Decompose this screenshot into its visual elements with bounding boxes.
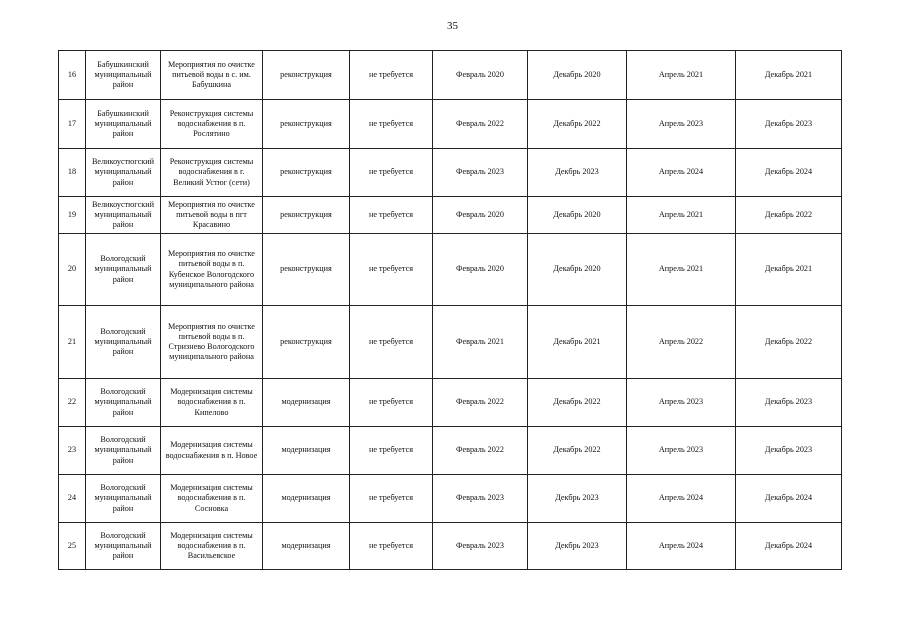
date-cell-col6: Декабрь 2020 bbox=[528, 197, 627, 234]
date-cell-col8: Декабрь 2023 bbox=[736, 379, 842, 427]
expertise-cell: не требуется bbox=[350, 475, 433, 523]
measure-cell: Реконструкция системы водоснабжения в г. Великий Устюг (сети) bbox=[161, 149, 263, 197]
table-row bbox=[59, 149, 842, 197]
district-cell: Вологодский муниципальный район bbox=[86, 234, 161, 306]
date-cell-col6: Декбрь 2023 bbox=[528, 523, 627, 570]
district-cell: Бабушкинский муниципальный район bbox=[86, 100, 161, 149]
expertise-cell: не требуется bbox=[350, 523, 433, 570]
table-row bbox=[59, 100, 842, 149]
table-row bbox=[59, 523, 842, 570]
measure-cell: Модернизация системы водоснабжения в п. Сосновка bbox=[161, 475, 263, 523]
table-row bbox=[59, 427, 842, 475]
date-cell-col5: Февраль 2021 bbox=[433, 306, 528, 379]
row-number: 25 bbox=[59, 523, 86, 570]
row-number: 18 bbox=[59, 149, 86, 197]
row-number: 20 bbox=[59, 234, 86, 306]
measure-cell: Модернизация системы водоснабжения в п. Новое bbox=[161, 427, 263, 475]
expertise-cell: не требуется bbox=[350, 234, 433, 306]
work-type-cell: модернизация bbox=[263, 379, 350, 427]
date-cell-col6: Декбрь 2023 bbox=[528, 475, 627, 523]
row-number: 17 bbox=[59, 100, 86, 149]
work-type-cell: реконструкция bbox=[263, 149, 350, 197]
date-cell-col5: Февраль 2020 bbox=[433, 197, 528, 234]
date-cell-col7: Апрель 2024 bbox=[627, 475, 736, 523]
date-cell-col5: Февраль 2023 bbox=[433, 149, 528, 197]
work-type-cell: реконструкция bbox=[263, 234, 350, 306]
date-cell-col5: Февраль 2020 bbox=[433, 51, 528, 100]
date-cell-col6: Декабрь 2022 bbox=[528, 100, 627, 149]
work-type-cell: реконструкция bbox=[263, 306, 350, 379]
date-cell-col5: Февраль 2022 bbox=[433, 379, 528, 427]
date-cell-col7: Апрель 2022 bbox=[627, 306, 736, 379]
date-cell-col7: Апрель 2023 bbox=[627, 379, 736, 427]
date-cell-col7: Апрель 2024 bbox=[627, 523, 736, 570]
expertise-cell: не требуется bbox=[350, 306, 433, 379]
date-cell-col6: Декабрь 2022 bbox=[528, 379, 627, 427]
date-cell-col5: Февраль 2022 bbox=[433, 427, 528, 475]
table-row bbox=[59, 51, 842, 100]
expertise-cell: не требуется bbox=[350, 379, 433, 427]
schedule-table bbox=[58, 50, 842, 570]
work-type-cell: реконструкция bbox=[263, 100, 350, 149]
expertise-cell: не требуется bbox=[350, 100, 433, 149]
measure-cell: Реконструкция системы водоснабжения в п. Рослятино bbox=[161, 100, 263, 149]
measure-cell: Мероприятия по очистке питьевой воды в п. Кубенское Вологодского муниципального района bbox=[161, 234, 263, 306]
date-cell-col8: Декабрь 2023 bbox=[736, 100, 842, 149]
date-cell-col8: Декабрь 2024 bbox=[736, 475, 842, 523]
date-cell-col6: Декабрь 2020 bbox=[528, 51, 627, 100]
date-cell-col7: Апрель 2021 bbox=[627, 51, 736, 100]
district-cell: Великоустюгский муниципальный район bbox=[86, 197, 161, 234]
date-cell-col8: Декабрь 2021 bbox=[736, 51, 842, 100]
date-cell-col6: Декабрь 2021 bbox=[528, 306, 627, 379]
expertise-cell: не требуется bbox=[350, 197, 433, 234]
row-number: 16 bbox=[59, 51, 86, 100]
date-cell-col6: Декабрь 2020 bbox=[528, 234, 627, 306]
table-body bbox=[59, 51, 842, 570]
expertise-cell: не требуется bbox=[350, 149, 433, 197]
date-cell-col5: Февраль 2022 bbox=[433, 100, 528, 149]
measure-cell: Модернизация системы водоснабжения в п. Васильевское bbox=[161, 523, 263, 570]
work-type-cell: модернизация bbox=[263, 523, 350, 570]
table-row bbox=[59, 197, 842, 234]
date-cell-col5: Февраль 2023 bbox=[433, 523, 528, 570]
date-cell-col5: Февраль 2023 bbox=[433, 475, 528, 523]
date-cell-col8: Декабрь 2024 bbox=[736, 523, 842, 570]
row-number: 19 bbox=[59, 197, 86, 234]
date-cell-col8: Декабрь 2024 bbox=[736, 149, 842, 197]
district-cell: Великоустюгский муниципальный район bbox=[86, 149, 161, 197]
work-type-cell: реконструкция bbox=[263, 197, 350, 234]
work-type-cell: модернизация bbox=[263, 475, 350, 523]
row-number: 22 bbox=[59, 379, 86, 427]
district-cell: Вологодский муниципальный район bbox=[86, 306, 161, 379]
date-cell-col5: Февраль 2020 bbox=[433, 234, 528, 306]
row-number: 21 bbox=[59, 306, 86, 379]
district-cell: Вологодский муниципальный район bbox=[86, 523, 161, 570]
district-cell: Вологодский муниципальный район bbox=[86, 475, 161, 523]
date-cell-col8: Декабрь 2023 bbox=[736, 427, 842, 475]
expertise-cell: не требуется bbox=[350, 51, 433, 100]
date-cell-col6: Декбрь 2023 bbox=[528, 149, 627, 197]
work-type-cell: модернизация bbox=[263, 427, 350, 475]
row-number: 23 bbox=[59, 427, 86, 475]
date-cell-col7: Апрель 2023 bbox=[627, 427, 736, 475]
measure-cell: Мероприятия по очистке питьевой воды в пгт Красавино bbox=[161, 197, 263, 234]
table-row bbox=[59, 306, 842, 379]
date-cell-col8: Декабрь 2021 bbox=[736, 234, 842, 306]
row-number: 24 bbox=[59, 475, 86, 523]
district-cell: Бабушкинский муниципальный район bbox=[86, 51, 161, 100]
measure-cell: Мероприятия по очистке питьевой воды в п. Стризнево Вологодского муниципального района bbox=[161, 306, 263, 379]
measure-cell: Модернизация системы водоснабжения в п. Кипелово bbox=[161, 379, 263, 427]
date-cell-col7: Апрель 2021 bbox=[627, 197, 736, 234]
district-cell: Вологодский муниципальный район bbox=[86, 427, 161, 475]
date-cell-col7: Апрель 2021 bbox=[627, 234, 736, 306]
district-cell: Вологодский муниципальный район bbox=[86, 379, 161, 427]
date-cell-col7: Апрель 2024 bbox=[627, 149, 736, 197]
page-number: 35 bbox=[447, 20, 458, 32]
measure-cell: Мероприятия по очистке питьевой воды в с. им. Бабушкина bbox=[161, 51, 263, 100]
table-row bbox=[59, 379, 842, 427]
date-cell-col8: Декабрь 2022 bbox=[736, 306, 842, 379]
expertise-cell: не требуется bbox=[350, 427, 433, 475]
date-cell-col8: Декабрь 2022 bbox=[736, 197, 842, 234]
table-row bbox=[59, 234, 842, 306]
date-cell-col6: Декабрь 2022 bbox=[528, 427, 627, 475]
table-row bbox=[59, 475, 842, 523]
date-cell-col7: Апрель 2023 bbox=[627, 100, 736, 149]
work-type-cell: реконструкция bbox=[263, 51, 350, 100]
